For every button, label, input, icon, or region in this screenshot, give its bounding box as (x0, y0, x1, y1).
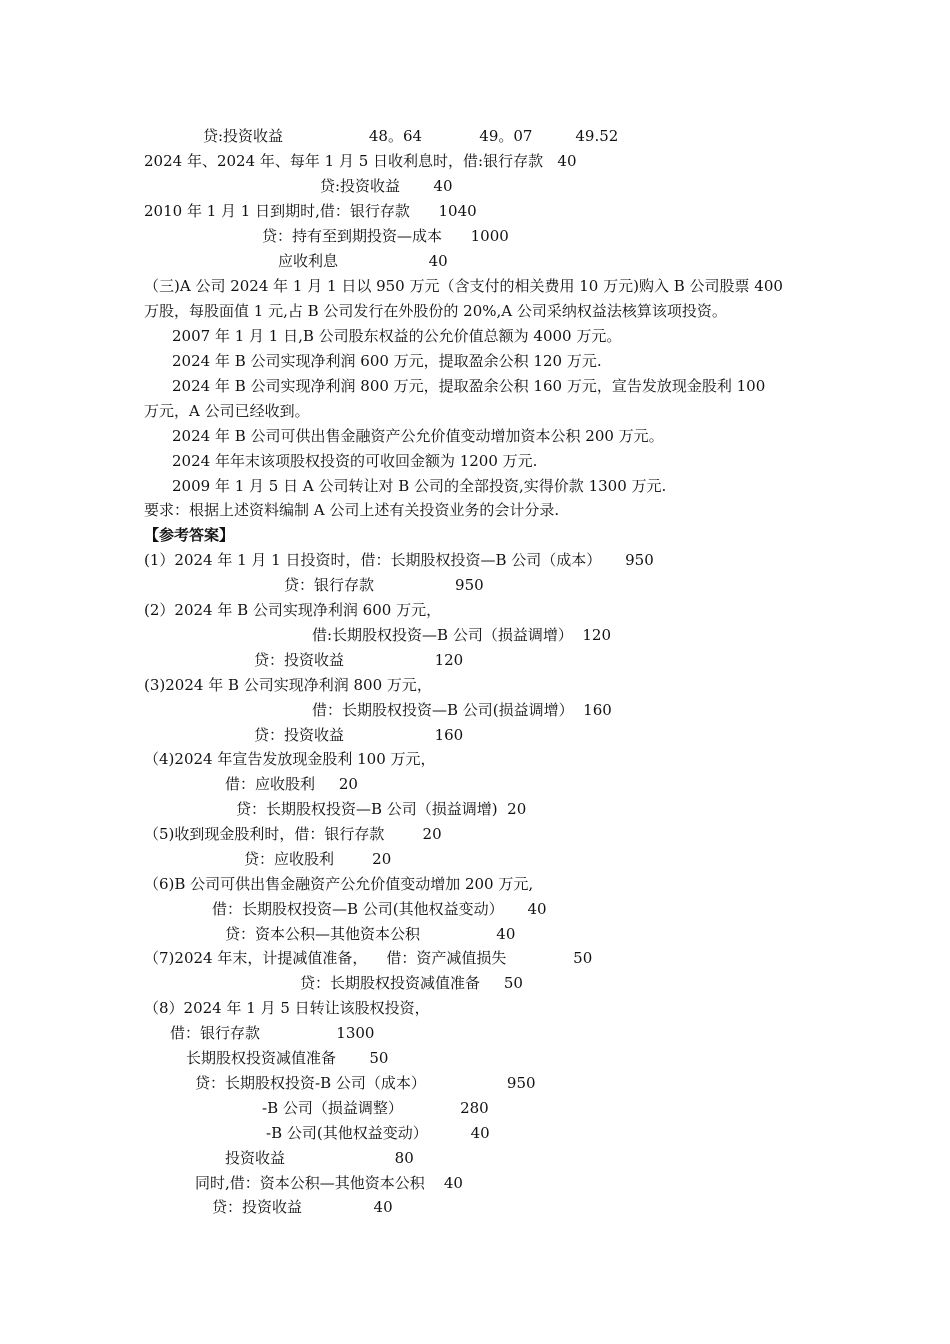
text-line: 借：应收股利 20 (225, 775, 358, 793)
text-line: 2024 年年末该项股权投资的可收回金额为 1200 万元. (172, 452, 538, 470)
text-line: 贷：持有至到期投资—成本 1000 (262, 227, 509, 245)
text-line: （7)2024 年末，计提减值准备， 借：资产减值损失 50 (144, 949, 593, 967)
text-line: 贷：长期股权投资减值准备 50 (300, 974, 523, 992)
text-line: 要求：根据上述资料编制 A 公司上述有关投资业务的会计分录. (144, 501, 560, 519)
text-line: -B 公司（损益调整） 280 (262, 1099, 489, 1117)
text-line: 2024 年 B 公司实现净利润 800 万元，提取盈余公积 160 万元，宣告发放现金股利 100 (172, 377, 766, 395)
text-line: 2009 年 1 月 5 日 A 公司转让对 B 公司的全部投资,实得价款 1300 万元. (172, 477, 667, 495)
text-line: 贷：长期股权投资—B 公司（损益调增) 20 (236, 800, 527, 818)
text-line: 万股，每股面值 1 元,占 B 公司发行在外股份的 20%,A 公司采纳权益法核算该项投资。 (144, 302, 727, 320)
text-line: 应收利息 40 (278, 252, 448, 270)
text-line: 贷：投资收益 120 (254, 651, 464, 669)
text-line: (3)2024 年 B 公司实现净利润 800 万元， (144, 676, 432, 694)
text-line: （6)B 公司可供出售金融资产公允价值变动增加 200 万元, (144, 875, 534, 893)
text-line: 2024 年 B 公司可供出售金融资产公允价值变动增加资本公积 200 万元。 (172, 427, 664, 445)
text-line: 2007 年 1 月 1 日,B 公司股东权益的公允价值总额为 4000 万元。 (172, 327, 622, 345)
text-line: -B 公司(其他权益变动） 40 (266, 1124, 490, 1142)
text-line: 万元，A 公司已经收到。 (144, 402, 310, 420)
text-line: 贷：投资收益 160 (254, 726, 464, 744)
text-line: 贷：投资收益 40 (212, 1198, 393, 1216)
text-line: 同时,借：资本公积—其他资本公积 40 (195, 1174, 463, 1192)
text-line: 长期股权投资减值准备 50 (186, 1049, 389, 1067)
text-line: 2024 年 B 公司实现净利润 600 万元，提取盈余公积 120 万元. (172, 352, 602, 370)
text-line: 贷：银行存款 950 (284, 576, 484, 594)
text-line: （8）2024 年 1 月 5 日转让该股权投资， (144, 999, 430, 1017)
text-line: 贷:投资收益 48。64 49。07 49.52 (203, 127, 619, 145)
text-line: 贷：长期股权投资-B 公司（成本） 950 (195, 1074, 536, 1092)
text-line: 借：长期股权投资—B 公司(损益调增） 160 (312, 701, 612, 719)
text-line: 贷：应收股利 20 (244, 850, 392, 868)
text-line: （4)2024 年宣告发放现金股利 100 万元， (144, 750, 436, 768)
text-line: 贷:投资收益 40 (320, 177, 453, 195)
text-line: （5)收到现金股利时，借：银行存款 20 (144, 825, 442, 843)
text-line: 2010 年 1 月 1 日到期时,借：银行存款 1040 (144, 202, 477, 220)
text-line: 投资收益 80 (225, 1149, 414, 1167)
text-line: (2）2024 年 B 公司实现净利润 600 万元， (144, 601, 442, 619)
section-heading: 【参考答案】 (144, 526, 235, 544)
text-line: 借：银行存款 1300 (170, 1024, 375, 1042)
text-line: 2024 年、2024 年、每年 1 月 5 日收利息时，借:银行存款 40 (144, 152, 577, 170)
text-line: (1）2024 年 1 月 1 日投资时，借：长期股权投资—B 公司（成本） 950 (144, 551, 654, 569)
text-line: 借:长期股权投资—B 公司（损益调增） 120 (312, 626, 612, 644)
text-line: 借：长期股权投资—B 公司(其他权益变动） 40 (212, 900, 547, 918)
text-line: 贷：资本公积—其他资本公积 40 (225, 925, 516, 943)
text-line: （三)A 公司 2024 年 1 月 1 日以 950 万元（含支付的相关费用 10 万元)购入 B 公司股票 400 (144, 277, 783, 295)
